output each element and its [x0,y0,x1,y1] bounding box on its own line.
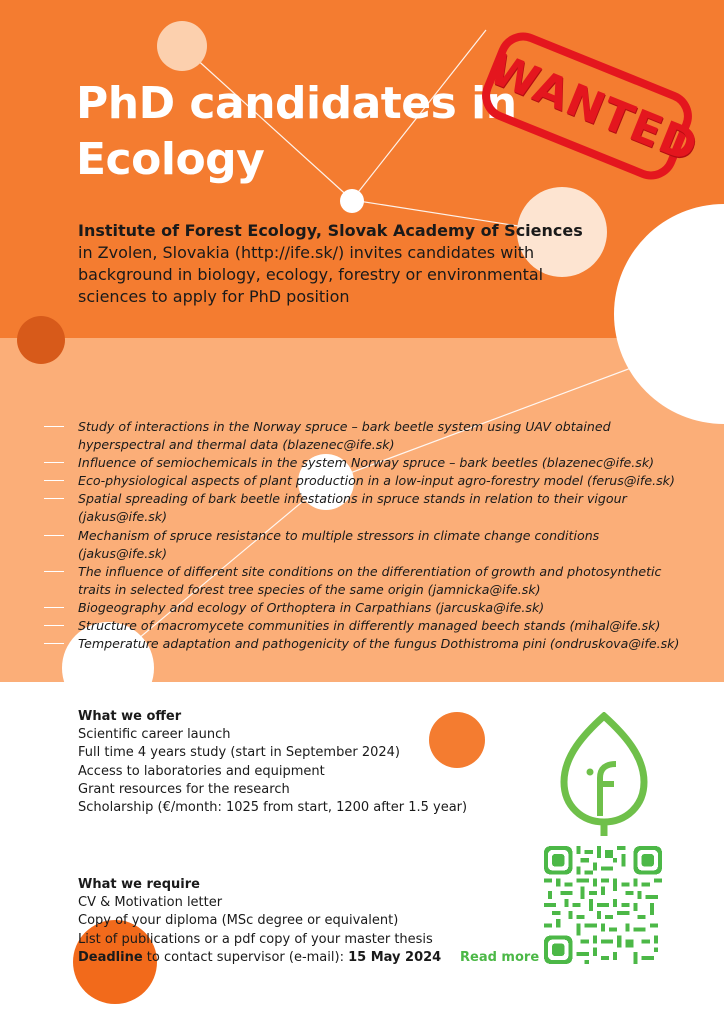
topic-item: Study of interactions in the Norway spruce – bark beetle system using UAV obtained hyperspectral and thermal data (blazenec@ife.sk) [44,418,684,454]
dash-marker [44,462,64,463]
stamp-text: WANTED [482,43,706,174]
topic-item: Spatial spreading of bark beetle infestations in spruce stands in relation to their vigour (jakus@ife.sk) [44,490,684,526]
title-line-2: Ecology [76,134,265,185]
offer-item: Access to laboratories and equipment [78,763,325,779]
dash-marker [44,480,64,481]
offer-heading: What we offer [78,709,182,724]
deadline-label: Deadline [78,949,143,965]
ife-leaf-logo-icon [556,712,652,836]
dash-marker [44,625,64,626]
topic-item: Eco-physiological aspects of plant production in a low-input agro-forestry model (ferus@ife.sk) [44,472,684,490]
deadline-date: 15 May 2024 [348,949,442,965]
decor-circle-top [157,21,207,71]
deadline-text: to contact supervisor (e-mail): [142,949,349,965]
topic-item: Structure of macromycete communities in differently managed beech stands (mihal@ife.sk) [44,617,684,635]
deadline-line [78,949,441,967]
topic-item: Biogeography and ecology of Orthoptera in Carpathians (jarcuska@ife.sk) [44,599,684,617]
require-heading: What we require [78,877,200,892]
offer-item: Scholarship (€/month: 1025 from start, 1200 after 1.5 year) [78,800,468,816]
topic-item: Mechanism of spruce resistance to multiple stressors in climate change conditions (jakus@ife.sk) [44,527,684,563]
phd-topics-list [44,418,684,653]
topic-item: Temperature adaptation and pathogenicity of the fungus Dothistroma pini (ondruskova@ife.sk) [44,635,684,653]
topic-item: Influence of semiochemicals in the system Norway spruce – bark beetles (blazenec@ife.sk) [44,454,684,472]
page-title [76,76,517,188]
decor-circle-large-right [614,204,724,424]
require-item: Copy of your diploma (MSc degree or equivalent) [78,913,399,929]
intro-rest: in Zvolen, Slovakia (http://ife.sk/) invites candidates with background in biology, ecology, forestry or environmental sciences to apply for PhD position [78,243,544,306]
read-more-link[interactable]: Read more [460,950,540,965]
require-item: List of publications or a pdf copy of your master thesis [78,931,433,947]
dash-marker [44,571,64,572]
qr-code-icon[interactable] [544,846,662,964]
dash-marker [44,535,64,536]
decor-node-small [340,189,364,213]
require-item: CV & Motivation letter [78,895,223,911]
dash-marker [44,426,64,427]
offer-item: Scientific career launch [78,727,231,743]
offer-item: Grant resources for the research [78,781,290,797]
what-we-offer-section [78,708,467,817]
intro-paragraph [78,220,598,308]
dash-marker [44,643,64,644]
institute-name: Institute of Forest Ecology, Slovak Academy of Sciences [78,221,583,240]
what-we-require-section [78,876,441,967]
title-line-1: PhD candidates in [76,78,517,129]
topic-item: The influence of different site conditions on the differentiation of growth and photosynthetic traits in selected forest tree species of the same origin (jamnicka@ife.sk) [44,563,684,599]
decor-circle-dark-left [17,316,65,364]
dash-marker [44,498,64,499]
offer-item: Full time 4 years study (start in September 2024) [78,745,400,761]
dash-marker [44,607,64,608]
